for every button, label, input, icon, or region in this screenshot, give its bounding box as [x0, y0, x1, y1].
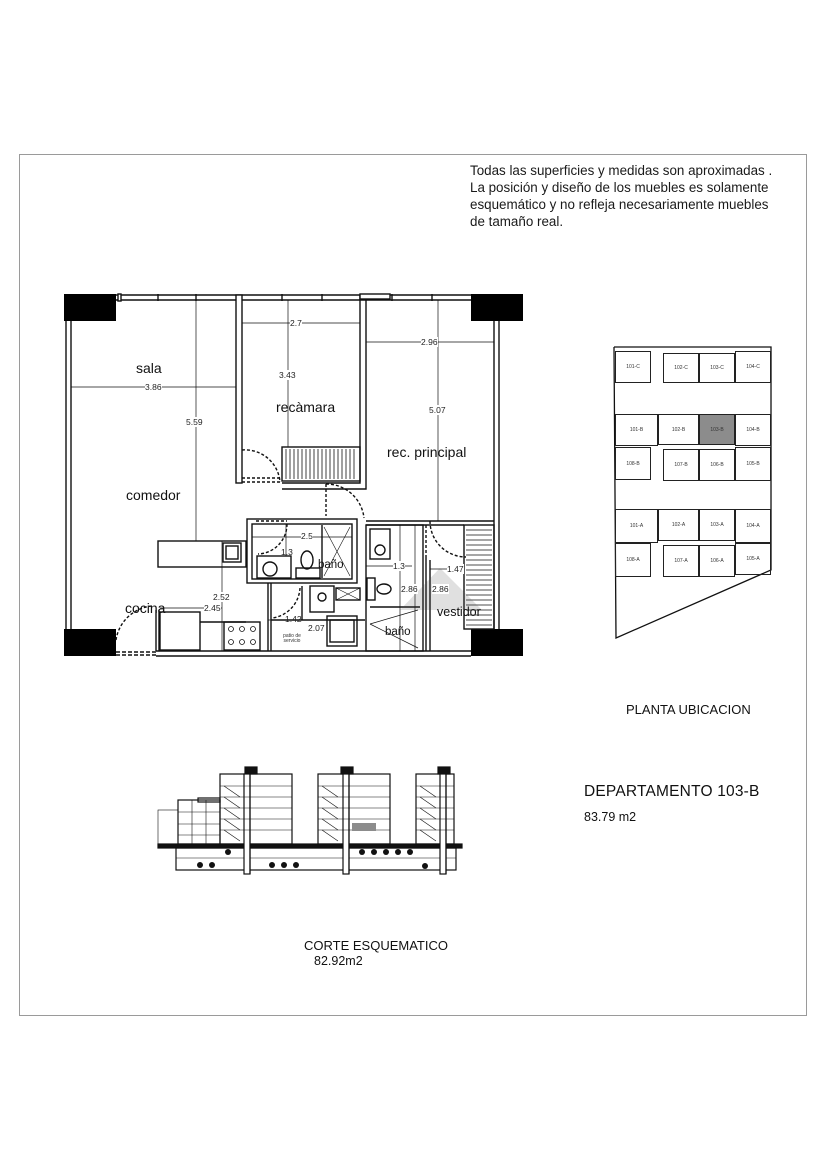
- dim-cocina-width: 2.45: [204, 603, 221, 613]
- unit-108-a: 108-A: [615, 543, 651, 577]
- unit-102-a: 102-A: [658, 509, 699, 541]
- unit-106-a: 106-A: [699, 545, 735, 577]
- dim-rec-principal-width: 2.96: [421, 337, 438, 347]
- room-label-vestidor: vestidor: [437, 605, 481, 619]
- room-label-cocina: cocina: [125, 600, 166, 616]
- column-nw: [64, 294, 116, 321]
- dim-recamara-width: 2.7: [290, 318, 302, 328]
- section-title: CORTE ESQUEMATICO: [304, 938, 448, 953]
- unit-103-b-selected: 103-B: [699, 414, 735, 445]
- section-drawing: [158, 767, 462, 874]
- section-highlight-unit: [352, 823, 376, 831]
- unit-101-c: 101-C: [615, 351, 651, 383]
- section-area: 82.92m2: [314, 954, 363, 968]
- unit-102-c: 102-C: [663, 353, 699, 383]
- location-plan-outline: [614, 347, 771, 638]
- unit-107-a: 107-A: [663, 545, 699, 577]
- dim-rec-principal-depth: 5.07: [429, 405, 446, 415]
- apartment-area: 83.79 m2: [584, 810, 637, 824]
- disclaimer-line: Todas las superficies y medidas son aproximadas .: [470, 163, 773, 178]
- dim-bano1-depth: 1.3: [281, 547, 293, 557]
- dim-vestidor-depth: 2.86: [432, 584, 449, 594]
- location-plan-title: PLANTA UBICACION: [626, 702, 751, 717]
- room-label-bano-2: baño: [385, 626, 411, 638]
- dim-cocina-depth: 2.52: [213, 592, 230, 602]
- room-label-patio: patio de servicio: [283, 633, 301, 644]
- unit-103-a: 103-A: [699, 509, 735, 541]
- unit-105-a: 105-A: [735, 543, 771, 575]
- dim-bano2-width: 1.3: [393, 561, 405, 571]
- unit-108-b: 108-B: [615, 447, 651, 480]
- dim-sala-depth: 5.59: [186, 417, 203, 427]
- unit-107-b: 107-B: [663, 449, 699, 481]
- dim-bano2-depth: 2.86: [401, 584, 418, 594]
- dim-sala-width: 3.86: [145, 382, 162, 392]
- dim-patio-depth: 1.42: [285, 614, 302, 624]
- unit-106-b: 106-B: [699, 449, 735, 481]
- apartment-name: DEPARTAMENTO 103-B: [584, 783, 760, 800]
- unit-104-c: 104-C: [735, 351, 771, 383]
- unit-102-b: 102-B: [658, 414, 699, 445]
- unit-104-b: 104-B: [735, 414, 771, 446]
- room-label-comedor: comedor: [126, 487, 181, 503]
- dim-vestidor-width: 1.47: [447, 564, 464, 574]
- dim-patio-width: 2.07: [308, 623, 325, 633]
- dim-recamara-depth: 3.43: [279, 370, 296, 380]
- column-se: [471, 629, 523, 656]
- room-label-sala: sala: [136, 360, 162, 376]
- column-sw: [64, 629, 116, 656]
- room-label-bano-1: baño: [318, 559, 344, 571]
- dim-bano1-width: 2.5: [301, 531, 313, 541]
- column-ne: [471, 294, 523, 321]
- room-label-rec-principal: rec. principal: [387, 444, 467, 460]
- disclaimer-line: esquemático y no refleja necesariamente muebles: [470, 197, 769, 212]
- room-label-recamara: recàmara: [276, 399, 336, 415]
- disclaimer-line: de tamaño real.: [470, 214, 564, 229]
- unit-104-a: 104-A: [735, 509, 771, 543]
- unit-101-a: 101-A: [615, 509, 658, 543]
- unit-101-b: 101-B: [615, 414, 658, 446]
- disclaimer-line: La posición y diseño de los muebles es solamente: [470, 180, 769, 195]
- unit-105-b: 105-B: [735, 447, 771, 481]
- unit-103-c: 103-C: [699, 353, 735, 383]
